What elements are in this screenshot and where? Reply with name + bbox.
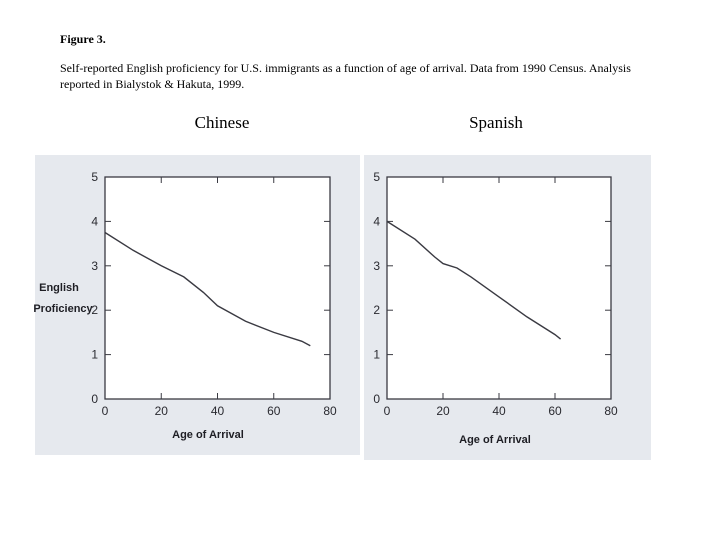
- x-tick-label: 0: [101, 404, 109, 418]
- y-tick-label: 4: [91, 214, 98, 229]
- x-tick-label: 60: [548, 404, 562, 418]
- y-tick-label: 2: [91, 303, 98, 318]
- chart-title-spanish: Spanish: [469, 113, 523, 132]
- x-tick-label: 20: [154, 404, 168, 418]
- y-tick-label: 3: [373, 258, 380, 273]
- chart-panel-chinese: [35, 155, 360, 455]
- x-tick-label: 80: [604, 404, 618, 418]
- y-tick-label: 2: [373, 303, 380, 318]
- y-tick-label: 0: [373, 392, 380, 406]
- x-axis-title: Age of Arrival: [459, 434, 531, 446]
- chart-chinese: [35, 155, 360, 455]
- x-tick-label: 60: [267, 404, 281, 418]
- y-axis-title-line2: Proficiency: [33, 303, 93, 315]
- chart-panel-spanish: [364, 155, 651, 460]
- x-tick-label: 40: [492, 404, 506, 418]
- x-tick-label: 80: [323, 404, 337, 418]
- x-tick-label: 20: [436, 404, 450, 418]
- figure-caption: Self-reported English proficiency for U.S. immigrants as a function of age of arrival. Data from 1990 Census. Analysis reported in Bialystok & Hakuta, 1999.: [60, 61, 631, 91]
- figure-label: Figure 3.: [60, 32, 106, 46]
- chart-title-chinese: Chinese: [194, 113, 250, 132]
- y-tick-label: 4: [373, 214, 380, 229]
- y-axis-title-line1: English: [39, 282, 79, 294]
- y-tick-label: 0: [91, 392, 98, 406]
- y-tick-label: 5: [373, 170, 380, 184]
- plot-frame-chinese: [105, 177, 330, 399]
- y-tick-label: 3: [91, 258, 98, 273]
- plot-frame-spanish: [387, 177, 611, 399]
- chart-spanish: [364, 155, 651, 460]
- y-tick-label: 1: [373, 347, 380, 362]
- x-tick-label: 40: [210, 404, 225, 418]
- x-axis-title: Age of Arrival: [172, 429, 244, 441]
- y-tick-label: 5: [91, 170, 98, 184]
- x-tick-label: 0: [383, 404, 391, 418]
- y-tick-label: 1: [91, 347, 98, 362]
